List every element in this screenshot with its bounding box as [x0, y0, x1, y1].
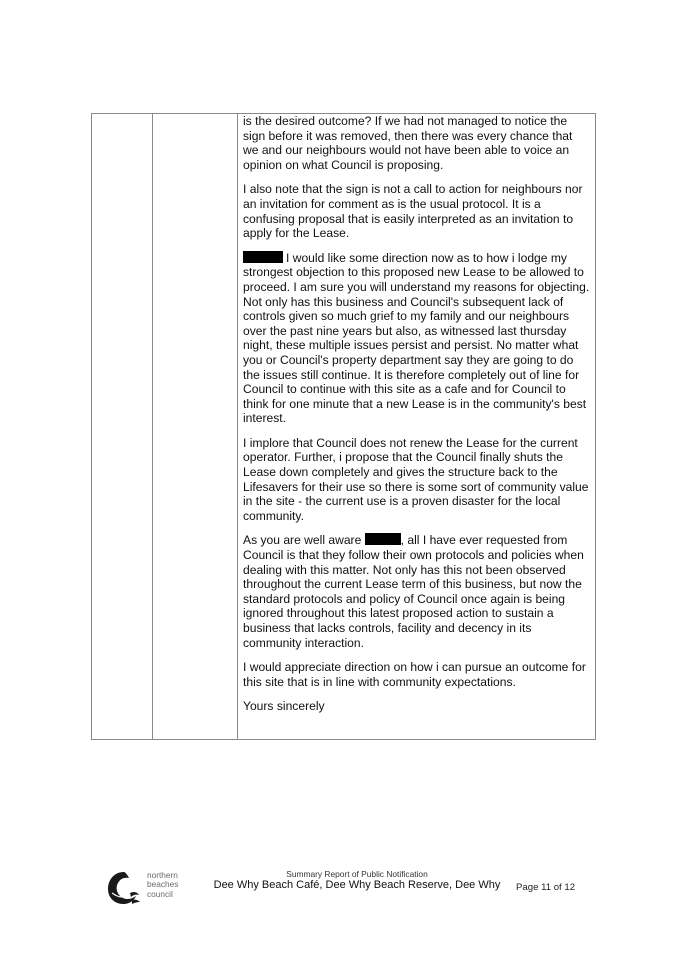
logo-text-line: northern [147, 870, 178, 880]
letter-closing: Yours sincerely [243, 699, 325, 714]
submission-text-cell [238, 114, 595, 739]
letter-paragraph-5 [243, 533, 591, 650]
letter-paragraph-4: I implore that Council does not renew the Lease for the current operator. Further, i propose that the Council finally shuts the Lease down completely and gives the structure back to the Lifesavers for their use so there is some sort of community value in the site - the current use is a proven disaster for the local community. [243, 435, 589, 523]
logo-text-line: beaches [147, 879, 179, 890]
report-label: Summary Report of Public Notification [286, 869, 428, 879]
letter-paragraph-3-text: I would like some direction now as to how i lodge my strongest objection to this proposed new Lease to be allowed to proceed. I am sure you will understand my reasons for objecting. Not only has this business and Council's subsequent lack of controls given so much grief to my family and our neighbours over the past nine years but also, as witnessed last thursday night, these multiple issues persist and persist. No matter what you or Council's property department say they are going to do the issues still continue. It is therefore completely out of line for Council to continue with this site as a cafe and for Council to think for one minute that a new Lease is in the community's best interest. [243, 250, 590, 426]
logo-text-line: council [147, 888, 173, 899]
page-footer [0, 866, 675, 926]
report-title: Dee Why Beach Café, Dee Why Beach Reserve, Dee Why [213, 879, 501, 891]
table-column-1 [92, 114, 153, 739]
letter-paragraph-5-start: As you are well aware [243, 533, 365, 548]
page-number: Page 11 of 12 [516, 882, 576, 893]
northern-beaches-council-logo-icon [106, 869, 142, 907]
footer-center [212, 869, 502, 893]
letter-paragraph-1: is the desired outcome? If we had not managed to notice the sign before it was removed, then there was every chance that we and our neighbours would not have been able to voice an opinion on what Council is proposing. [243, 114, 573, 172]
letter-paragraph-3 [243, 251, 591, 426]
letter-paragraph-5-rest: , all I have ever requested from Council is that they follow their own protocols and policies when dealing with this matter. Not only has this not been observed throughout the current Lease term of this business, but now the standard protocols and policy of Council once again is being ignored throughout this latest proposed action to sustain a business that lacks controls, facility and decency in its community interaction. [243, 533, 584, 650]
redacted-name [365, 533, 401, 545]
letter-paragraph-2: I also note that the sign is not a call to action for neighbours nor an invitation for comment as is the usual protocol. It is a confusing proposal that is easily interpreted as an invitation to apply for the Lease. [243, 182, 583, 241]
table-column-2 [153, 114, 238, 739]
submission-table [91, 113, 596, 740]
redacted-name [243, 251, 283, 263]
letter-paragraph-6: I would appreciate direction on how i can pursue an outcome for this site that is in line with community expectations. [243, 660, 586, 689]
logo-wordmark [147, 871, 178, 899]
